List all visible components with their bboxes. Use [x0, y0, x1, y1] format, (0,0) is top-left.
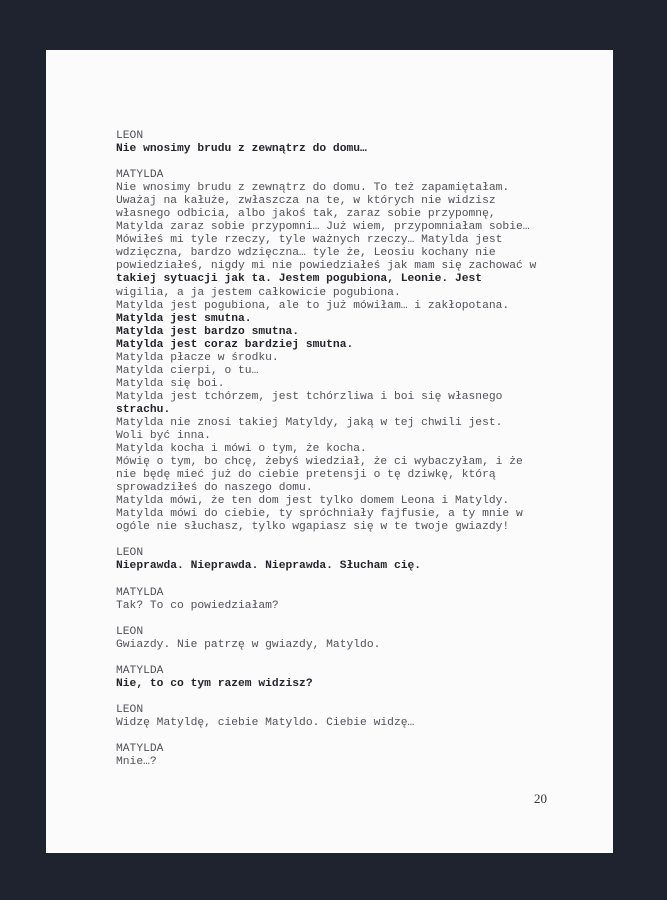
dialogue-line: Tak? To co powiedziałam?	[116, 599, 279, 612]
dialogue-line: Matylda jest tchórzem, jest tchórzliwa i boi się własnego	[116, 390, 503, 403]
speaker-name: LEON	[116, 703, 144, 716]
dialogue-block-matylda-3	[116, 665, 548, 691]
dialogue-line: Matylda cierpi, o tu…	[116, 364, 259, 377]
dialogue-block-matylda-1	[116, 169, 548, 534]
dialogue-line: Mnie…?	[116, 755, 157, 768]
dialogue-line: Matylda zaraz sobie przypomni… Już wiem, przypomniałam sobie…	[116, 221, 530, 234]
dialogue-line: Mówiłeś mi tyle rzeczy, tyle ważnych rzeczy… Matylda jest	[116, 234, 503, 247]
dialogue-line: Widzę Matyldę, ciebie Matyldo. Ciebie widzę…	[116, 716, 415, 729]
dialogue-line: Matylda się boi.	[116, 377, 225, 390]
dialogue-line: Gwiazdy. Nie patrzę w gwiazdy, Matyldo.	[116, 638, 381, 651]
dialogue-line: Matylda jest coraz bardziej smutna.	[116, 338, 354, 351]
speaker-name: LEON	[116, 130, 144, 142]
speaker-name: MATYLDA	[116, 169, 164, 182]
dialogue-line: Matylda mówi do ciebie, ty spróchniały fajfusie, a ty mnie w	[116, 508, 523, 521]
dialogue-line: Nieprawda. Nieprawda. Nieprawda. Słucham cię.	[116, 560, 422, 573]
speaker-name: MATYLDA	[116, 664, 164, 677]
dialogue-line: Matylda jest pogubiona, ale to już mówiłam… i zakłopotana.	[116, 299, 510, 312]
dialogue-line: Matylda jest bardzo smutna.	[116, 325, 300, 338]
dialogue-line: Nie wnosimy brudu z zewnątrz do domu. To też zapamiętałam.	[116, 182, 510, 195]
speaker-name: MATYLDA	[116, 742, 164, 755]
dialogue-line: wigilia, a ja jestem całkowicie pogubiona.	[116, 286, 401, 299]
dialogue-line: Matylda nie znosi takiej Matyldy, jaką w tej chwili jest.	[116, 416, 503, 429]
dialogue-line: wdzięczna, bardzo wdzięczna… tyle że, Leosiu kochany nie	[116, 247, 496, 260]
dialogue-line: własnego odbicia, albo jakoś tak, zaraz sobie przypomnę,	[116, 208, 496, 221]
dialogue-line: Nie, to co tym razem widzisz?	[116, 677, 313, 690]
dialogue-block-leon-3	[116, 626, 548, 652]
speaker-name: MATYLDA	[116, 586, 164, 599]
speaker-name: LEON	[116, 625, 144, 638]
dialogue-line: Matylda płacze w środku.	[116, 351, 279, 364]
dialogue-line: Mówię o tym, bo chcę, żebyś wiedział, że ci wybaczyłam, i że	[116, 456, 523, 469]
dialogue-line: strachu.	[116, 403, 171, 416]
dialogue-line: Nie wnosimy brudu z zewnątrz do domu…	[116, 143, 367, 156]
dialogue-line: Matylda jest smutna.	[116, 312, 252, 325]
dialogue-block-leon-2	[116, 547, 548, 573]
dialogue-line: Matylda kocha i mówi o tym, że kocha.	[116, 443, 367, 456]
dialogue-block-leon-1	[116, 130, 548, 156]
dialogue-block-matylda-2	[116, 587, 548, 613]
dialogue-line: takiej sytuacji jak ta. Jestem pogubiona, Leonie. Jest	[116, 273, 483, 286]
dialogue-line: powiedziałeś, nigdy mi nie powiedziałeś jak mam się zachować w	[116, 260, 537, 273]
page-number: 20	[534, 791, 547, 806]
dialogue-body	[116, 130, 548, 782]
dialogue-line: Matylda mówi, że ten dom jest tylko domem Leona i Matyldy.	[116, 495, 510, 508]
dialogue-line: ogóle nie słuchasz, tylko wgapiasz się w te twoje gwiazdy!	[116, 521, 510, 534]
dialogue-line: Woli być inna.	[116, 430, 211, 443]
speaker-name: LEON	[116, 547, 144, 560]
dialogue-line: sprowadziłeś do naszego domu.	[116, 482, 313, 495]
script-page	[46, 50, 613, 853]
dialogue-block-leon-4	[116, 704, 548, 730]
dialogue-line: nie będę mieć już do ciebie pretensji o tę dziwkę, którą	[116, 469, 496, 482]
dialogue-line: Uważaj na kałuże, zwłaszcza na te, w których nie widzisz	[116, 195, 496, 208]
dialogue-block-matylda-4	[116, 743, 548, 769]
